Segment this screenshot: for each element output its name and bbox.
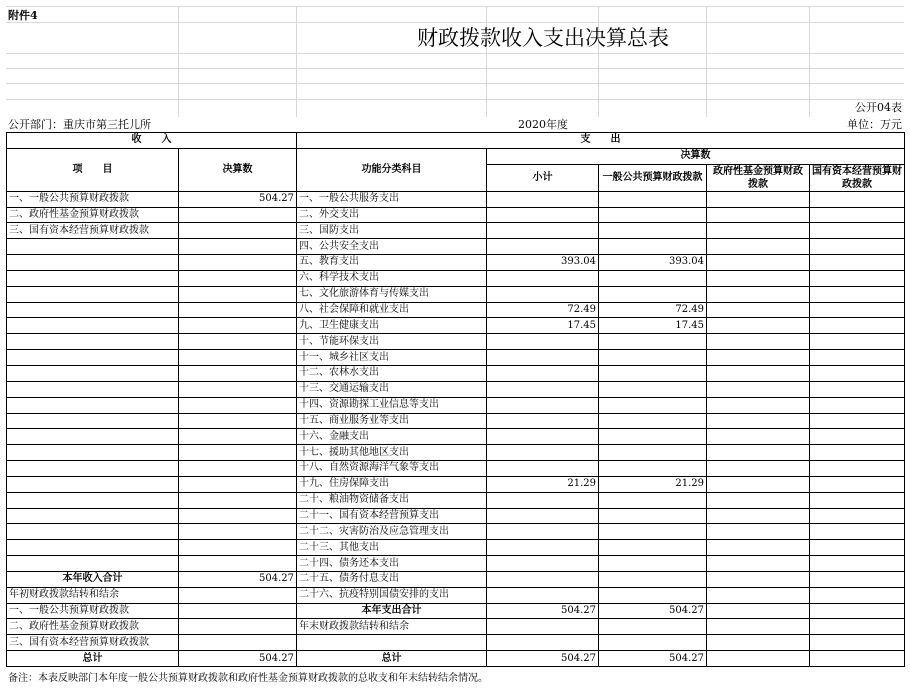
expense-item-cell: 总计	[297, 651, 487, 667]
income-item-cell	[7, 270, 179, 286]
expense-item-cell: 一、一般公共服务支出	[297, 191, 487, 207]
expense-item-cell: 十、节能环保支出	[297, 334, 487, 350]
general-budget-cell	[599, 619, 707, 635]
general-budget-cell: 504.27	[599, 603, 707, 619]
subtotal-cell	[487, 492, 599, 508]
expense-item-cell: 二十三、其他支出	[297, 540, 487, 556]
income-amount-cell	[179, 381, 297, 397]
expense-item-cell: 四、公共安全支出	[297, 239, 487, 255]
subtotal-cell	[487, 239, 599, 255]
expense-item-cell: 二十、粮油物资储备支出	[297, 492, 487, 508]
subtotal-cell	[487, 461, 599, 477]
income-amount-cell	[179, 540, 297, 556]
income-item-cell	[7, 429, 179, 445]
gov-fund-cell	[707, 270, 810, 286]
table-row	[7, 476, 905, 492]
state-capital-cell	[810, 239, 905, 255]
final-amount-header: 决算数	[179, 148, 297, 191]
department-label: 公开部门：重庆市第三托儿所	[8, 118, 151, 131]
income-item-cell: 二、政府性基金预算财政拨款	[7, 619, 179, 635]
income-item-cell: 总计	[7, 651, 179, 667]
expense-item-cell: 十九、住房保障支出	[297, 476, 487, 492]
table-row	[7, 350, 905, 366]
table-row	[7, 524, 905, 540]
state-capital-cell	[810, 286, 905, 302]
table-row	[7, 397, 905, 413]
income-item-cell	[7, 476, 179, 492]
gov-fund-cell	[707, 476, 810, 492]
income-item-cell	[7, 365, 179, 381]
state-capital-header: 国有资本经营预算财政拨款	[810, 164, 905, 191]
attachment-label: 附件4	[8, 9, 38, 22]
subtotal-cell	[487, 286, 599, 302]
expense-item-cell: 七、文化旅游体育与传媒支出	[297, 286, 487, 302]
general-budget-cell	[599, 365, 707, 381]
gov-fund-cell	[707, 508, 810, 524]
subtotal-cell: 504.27	[487, 651, 599, 667]
subtotal-cell	[487, 191, 599, 207]
state-capital-cell	[810, 619, 905, 635]
income-item-cell	[7, 540, 179, 556]
table-row	[7, 207, 905, 223]
subtotal-cell	[487, 619, 599, 635]
subtotal-cell	[487, 540, 599, 556]
general-budget-cell	[599, 508, 707, 524]
gov-fund-cell	[707, 255, 810, 271]
income-item-cell	[7, 556, 179, 572]
income-amount-cell	[179, 445, 297, 461]
gov-fund-cell	[707, 571, 810, 587]
expense-item-cell: 九、卫生健康支出	[297, 318, 487, 334]
page-title: 财政拨款收入支出决算总表	[417, 26, 669, 50]
gov-fund-cell	[707, 207, 810, 223]
general-budget-cell	[599, 397, 707, 413]
table-row	[7, 635, 905, 651]
expense-item-cell: 八、社会保障和就业支出	[297, 302, 487, 318]
expense-item-cell: 二十二、灾害防治及应急管理支出	[297, 524, 487, 540]
expense-item-cell	[297, 635, 487, 651]
gov-fund-cell	[707, 302, 810, 318]
expense-item-cell: 十六、金融支出	[297, 429, 487, 445]
subtotal-cell: 17.45	[487, 318, 599, 334]
income-amount-cell	[179, 302, 297, 318]
state-capital-cell	[810, 191, 905, 207]
income-item-cell	[7, 350, 179, 366]
subtotal-cell	[487, 207, 599, 223]
income-amount-cell	[179, 365, 297, 381]
income-amount-cell	[179, 635, 297, 651]
subtotal-cell	[487, 270, 599, 286]
table-row	[7, 223, 905, 239]
general-budget-cell: 72.49	[599, 302, 707, 318]
subtotal-cell	[487, 508, 599, 524]
general-budget-cell	[599, 556, 707, 572]
income-item-cell: 一、一般公共预算财政拨款	[7, 191, 179, 207]
subtotal-cell	[487, 524, 599, 540]
table-row	[7, 556, 905, 572]
gov-fund-cell	[707, 429, 810, 445]
general-budget-cell	[599, 286, 707, 302]
subtotal-cell	[487, 635, 599, 651]
income-item-cell	[7, 524, 179, 540]
expense-item-cell: 十五、商业服务业等支出	[297, 413, 487, 429]
subtotal-cell: 393.04	[487, 255, 599, 271]
expense-item-cell: 三、国防支出	[297, 223, 487, 239]
income-amount-cell	[179, 461, 297, 477]
income-amount-cell	[179, 334, 297, 350]
item-header: 项 目	[7, 148, 179, 191]
gov-fund-cell	[707, 223, 810, 239]
subtotal-header: 小计	[487, 164, 599, 191]
income-item-cell: 三、国有资本经营预算财政拨款	[7, 223, 179, 239]
state-capital-cell	[810, 492, 905, 508]
table-row	[7, 540, 905, 556]
subtotal-cell	[487, 397, 599, 413]
general-budget-cell	[599, 540, 707, 556]
gov-fund-cell	[707, 397, 810, 413]
subtotal-cell	[487, 587, 599, 603]
expense-item-cell: 十八、自然资源海洋气象等支出	[297, 461, 487, 477]
income-amount-cell	[179, 239, 297, 255]
general-budget-cell	[599, 191, 707, 207]
state-capital-cell	[810, 461, 905, 477]
subtotal-cell	[487, 413, 599, 429]
general-budget-cell	[599, 461, 707, 477]
gov-fund-cell	[707, 334, 810, 350]
income-amount-cell	[179, 286, 297, 302]
state-capital-cell	[810, 587, 905, 603]
general-budget-cell	[599, 445, 707, 461]
income-item-cell	[7, 508, 179, 524]
general-budget-cell	[599, 635, 707, 651]
general-budget-cell	[599, 381, 707, 397]
table-row	[7, 619, 905, 635]
state-capital-cell	[810, 603, 905, 619]
expense-item-cell: 本年支出合计	[297, 603, 487, 619]
state-capital-cell	[810, 445, 905, 461]
gov-fund-cell	[707, 461, 810, 477]
header-row-1	[7, 133, 905, 149]
income-amount-cell	[179, 429, 297, 445]
income-amount-cell	[179, 223, 297, 239]
income-amount-cell	[179, 318, 297, 334]
subtotal-cell: 21.29	[487, 476, 599, 492]
gov-fund-header: 政府性基金预算财政拨款	[707, 164, 810, 191]
state-capital-cell	[810, 207, 905, 223]
gov-fund-cell	[707, 350, 810, 366]
expense-item-cell: 五、教育支出	[297, 255, 487, 271]
table-row	[7, 445, 905, 461]
gov-fund-cell	[707, 413, 810, 429]
income-item-cell	[7, 413, 179, 429]
table-row	[7, 651, 905, 667]
state-capital-cell	[810, 270, 905, 286]
table-row	[7, 334, 905, 350]
general-budget-cell	[599, 413, 707, 429]
table-row	[7, 413, 905, 429]
state-capital-cell	[810, 476, 905, 492]
expense-header: 支 出	[297, 133, 905, 149]
general-budget-cell: 17.45	[599, 318, 707, 334]
general-budget-cell	[599, 207, 707, 223]
gov-fund-cell	[707, 239, 810, 255]
state-capital-cell	[810, 651, 905, 667]
expense-item-cell: 二十五、债务付息支出	[297, 571, 487, 587]
income-amount-cell	[179, 397, 297, 413]
income-item-cell: 年初财政拨款结转和结余	[7, 587, 179, 603]
gov-fund-cell	[707, 556, 810, 572]
table-row	[7, 286, 905, 302]
table-row	[7, 365, 905, 381]
income-item-cell	[7, 445, 179, 461]
income-amount-cell	[179, 556, 297, 572]
general-budget-cell: 21.29	[599, 476, 707, 492]
expense-item-cell: 十三、交通运输支出	[297, 381, 487, 397]
state-capital-cell	[810, 556, 905, 572]
income-amount-cell: 504.27	[179, 571, 297, 587]
gov-fund-cell	[707, 619, 810, 635]
state-capital-cell	[810, 429, 905, 445]
gov-fund-cell	[707, 635, 810, 651]
gov-fund-cell	[707, 587, 810, 603]
table-row	[7, 302, 905, 318]
table-row	[7, 318, 905, 334]
state-capital-cell	[810, 397, 905, 413]
state-capital-cell	[810, 381, 905, 397]
state-capital-cell	[810, 524, 905, 540]
general-budget-cell	[599, 429, 707, 445]
gov-fund-cell	[707, 524, 810, 540]
subtotal-cell	[487, 334, 599, 350]
income-amount-cell	[179, 255, 297, 271]
income-amount-cell	[179, 508, 297, 524]
subtotal-cell: 504.27	[487, 603, 599, 619]
expense-item-cell: 二十六、抗疫特别国债安排的支出	[297, 587, 487, 603]
income-item-cell	[7, 286, 179, 302]
income-header: 收 入	[7, 133, 297, 149]
income-amount-cell	[179, 492, 297, 508]
state-capital-cell	[810, 635, 905, 651]
gov-fund-cell	[707, 318, 810, 334]
income-item-cell: 一、一般公共预算财政拨款	[7, 603, 179, 619]
state-capital-cell	[810, 350, 905, 366]
state-capital-cell	[810, 318, 905, 334]
gov-fund-cell	[707, 603, 810, 619]
general-budget-cell	[599, 524, 707, 540]
expense-item-cell: 十一、城乡社区支出	[297, 350, 487, 366]
gov-fund-cell	[707, 286, 810, 302]
gov-fund-cell	[707, 445, 810, 461]
general-budget-cell: 504.27	[599, 651, 707, 667]
table-row	[7, 461, 905, 477]
final-amount-group-header: 决算数	[487, 148, 905, 164]
general-budget-cell	[599, 270, 707, 286]
state-capital-cell	[810, 540, 905, 556]
income-item-cell: 本年收入合计	[7, 571, 179, 587]
income-item-cell: 三、国有资本经营预算财政拨款	[7, 635, 179, 651]
state-capital-cell	[810, 302, 905, 318]
subtotal-cell	[487, 223, 599, 239]
expense-item-cell: 十七、援助其他地区支出	[297, 445, 487, 461]
expense-item-cell: 十二、农林水支出	[297, 365, 487, 381]
header-row-2	[7, 148, 905, 164]
income-item-cell	[7, 492, 179, 508]
table-row	[7, 429, 905, 445]
gov-fund-cell	[707, 381, 810, 397]
expense-item-cell: 二、外交支出	[297, 207, 487, 223]
table-row	[7, 571, 905, 587]
general-budget-cell	[599, 334, 707, 350]
expense-item-cell: 十四、资源勘探工业信息等支出	[297, 397, 487, 413]
income-item-cell	[7, 397, 179, 413]
general-budget-header: 一般公共预算财政拨款	[599, 164, 707, 191]
budget-table	[6, 132, 905, 667]
gov-fund-cell	[707, 191, 810, 207]
expense-item-cell: 六、科学技术支出	[297, 270, 487, 286]
state-capital-cell	[810, 365, 905, 381]
state-capital-cell	[810, 255, 905, 271]
state-capital-cell	[810, 413, 905, 429]
subtotal-cell	[487, 556, 599, 572]
table-row	[7, 381, 905, 397]
function-category-header: 功能分类科目	[297, 148, 487, 191]
table-row	[7, 191, 905, 207]
state-capital-cell	[810, 571, 905, 587]
income-amount-cell	[179, 587, 297, 603]
general-budget-cell: 393.04	[599, 255, 707, 271]
subtotal-cell	[487, 350, 599, 366]
income-item-cell	[7, 318, 179, 334]
income-item-cell	[7, 239, 179, 255]
meta-row	[6, 116, 904, 131]
table-body	[7, 133, 905, 667]
income-amount-cell	[179, 207, 297, 223]
expense-item-cell: 二十一、国有资本经营预算支出	[297, 508, 487, 524]
table-row	[7, 603, 905, 619]
state-capital-cell	[810, 334, 905, 350]
income-item-cell	[7, 381, 179, 397]
state-capital-cell	[810, 223, 905, 239]
income-item-cell	[7, 334, 179, 350]
income-item-cell: 二、政府性基金预算财政拨款	[7, 207, 179, 223]
general-budget-cell	[599, 350, 707, 366]
income-amount-cell	[179, 476, 297, 492]
unit-label: 单位：万元	[847, 118, 902, 131]
income-amount-cell	[179, 524, 297, 540]
year-label: 2020年度	[518, 118, 568, 131]
subtotal-cell	[487, 445, 599, 461]
table-row	[7, 492, 905, 508]
income-item-cell	[7, 255, 179, 271]
gov-fund-cell	[707, 651, 810, 667]
income-amount-cell	[179, 350, 297, 366]
income-amount-cell: 504.27	[179, 651, 297, 667]
table-row	[7, 255, 905, 271]
footnote: 备注：本表反映部门本年度一般公共预算财政拨款和政府性基金预算财政拨款的总收支和年末结转结余情况。	[8, 673, 488, 684]
subtotal-cell	[487, 365, 599, 381]
table-code: 公开04表	[855, 101, 902, 114]
gov-fund-cell	[707, 492, 810, 508]
table-row	[7, 587, 905, 603]
table-row	[7, 270, 905, 286]
subtotal-cell	[487, 571, 599, 587]
general-budget-cell	[599, 571, 707, 587]
income-amount-cell	[179, 413, 297, 429]
subtotal-cell	[487, 429, 599, 445]
general-budget-cell	[599, 223, 707, 239]
state-capital-cell	[810, 508, 905, 524]
subtotal-cell	[487, 381, 599, 397]
gov-fund-cell	[707, 365, 810, 381]
income-item-cell	[7, 461, 179, 477]
general-budget-cell	[599, 492, 707, 508]
general-budget-cell	[599, 239, 707, 255]
income-amount-cell	[179, 270, 297, 286]
gov-fund-cell	[707, 540, 810, 556]
income-amount-cell: 504.27	[179, 191, 297, 207]
table-row	[7, 508, 905, 524]
general-budget-cell	[599, 587, 707, 603]
subtotal-cell: 72.49	[487, 302, 599, 318]
income-item-cell	[7, 302, 179, 318]
income-amount-cell	[179, 619, 297, 635]
expense-item-cell: 二十四、债务还本支出	[297, 556, 487, 572]
expense-item-cell: 年末财政拨款结转和结余	[297, 619, 487, 635]
income-amount-cell	[179, 603, 297, 619]
table-row	[7, 239, 905, 255]
